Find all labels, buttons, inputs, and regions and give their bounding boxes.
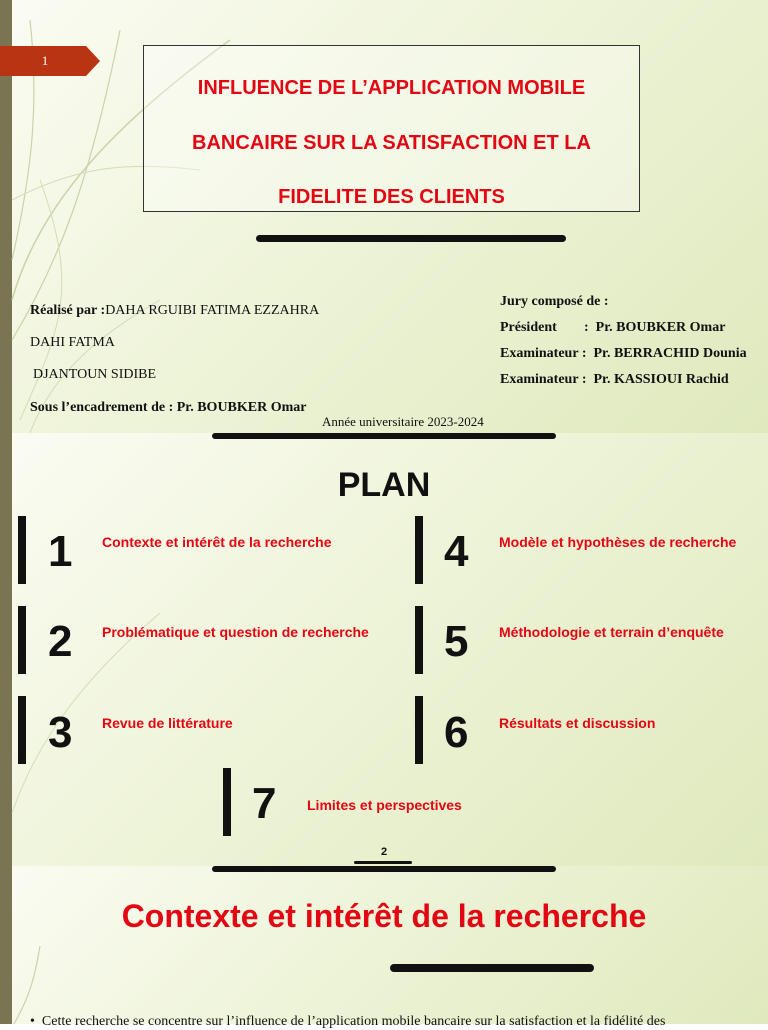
bullet-marker: • — [30, 1014, 35, 1029]
item-2-label: Problématique et question de recherche — [102, 624, 369, 640]
context-title-underline — [390, 964, 594, 972]
jury-role: Président — [500, 320, 557, 335]
authors-label: Réalisé par : — [30, 303, 106, 318]
item-3-bar — [18, 696, 26, 764]
title-slide — [0, 0, 768, 433]
decorative-leaf-lines — [0, 866, 768, 1024]
plan-title: PLAN — [337, 466, 431, 504]
context-title: Contexte et intérêt de la recherche — [121, 898, 647, 934]
item-4-label: Modèle et hypothèses de recherche — [499, 534, 737, 550]
academic-year: Année universitaire 2023-2024 — [322, 414, 484, 429]
item-7-number: 7 — [252, 779, 277, 828]
bullet-text: Cette recherche se concentre sur l’influence de l’application mobile bancaire sur la satisfaction et la fidélité des — [41, 1014, 666, 1029]
jury-name: Pr. BERRACHID Dounia — [593, 346, 747, 361]
item-3-number: 3 — [48, 708, 73, 757]
author-2: DAHI FATMA — [30, 335, 115, 350]
plan-top-bar — [212, 433, 556, 439]
item-1-label: Contexte et intérêt de la recherche — [102, 534, 332, 550]
item-7-bar — [223, 768, 231, 836]
title-box — [143, 45, 640, 212]
author-3: DJANTOUN SIDIBE — [33, 367, 157, 382]
title-underline — [256, 235, 566, 242]
jury-name: Pr. KASSIOUI Rachid — [593, 372, 729, 387]
context-bullet — [30, 1014, 750, 1030]
item-4-number: 4 — [444, 527, 469, 576]
jury-sep: : — [584, 320, 589, 335]
slide-number: 1 — [41, 53, 49, 68]
jury-member-3 — [500, 372, 729, 388]
item-6-label: Résultats et discussion — [499, 715, 656, 731]
item-5-label: Méthodologie et terrain d’enquête — [499, 624, 724, 640]
title-line-1: INFLUENCE DE L’APPLICATION MOBILE — [197, 77, 586, 99]
item-6-bar — [415, 696, 423, 764]
jury-role: Examinateur — [500, 346, 579, 361]
supervisor-label: Sous l’encadrement de : — [30, 400, 174, 415]
jury-sep: : — [581, 346, 587, 361]
jury-role: Examinateur — [500, 372, 579, 387]
item-6-number: 6 — [444, 708, 469, 757]
item-1-bar — [18, 516, 26, 584]
context-top-bar — [212, 866, 556, 872]
author-1: DAHA RGUIBI FATIMA EZZAHRA — [105, 303, 320, 318]
left-accent-bar — [0, 866, 12, 1024]
jury-title: Jury composé de : — [500, 294, 609, 309]
jury-name: Pr. BOUBKER Omar — [595, 320, 726, 335]
item-5-number: 5 — [444, 617, 469, 666]
context-slide — [0, 866, 768, 1024]
title-line-2: BANCAIRE SUR LA SATISFACTION ET LA — [192, 132, 591, 154]
item-7-label: Limites et perspectives — [307, 797, 462, 813]
title-line-3: FIDELITE DES CLIENTS — [278, 186, 505, 208]
jury-member-1 — [500, 320, 725, 336]
item-2-bar — [18, 606, 26, 674]
jury-member-2 — [500, 346, 747, 362]
item-5-bar — [415, 606, 423, 674]
page-number-underline — [354, 861, 412, 864]
supervisor-line — [30, 400, 307, 416]
item-1-number: 1 — [48, 527, 73, 576]
item-4-bar — [415, 516, 423, 584]
authors-line — [30, 303, 319, 319]
jury-sep: : — [581, 372, 587, 387]
item-2-number: 2 — [48, 617, 73, 666]
supervisor-name: Pr. BOUBKER Omar — [176, 400, 307, 415]
item-3-label: Revue de littérature — [102, 715, 233, 731]
slide-number-tab — [0, 46, 100, 76]
page-number: 2 — [380, 846, 388, 858]
